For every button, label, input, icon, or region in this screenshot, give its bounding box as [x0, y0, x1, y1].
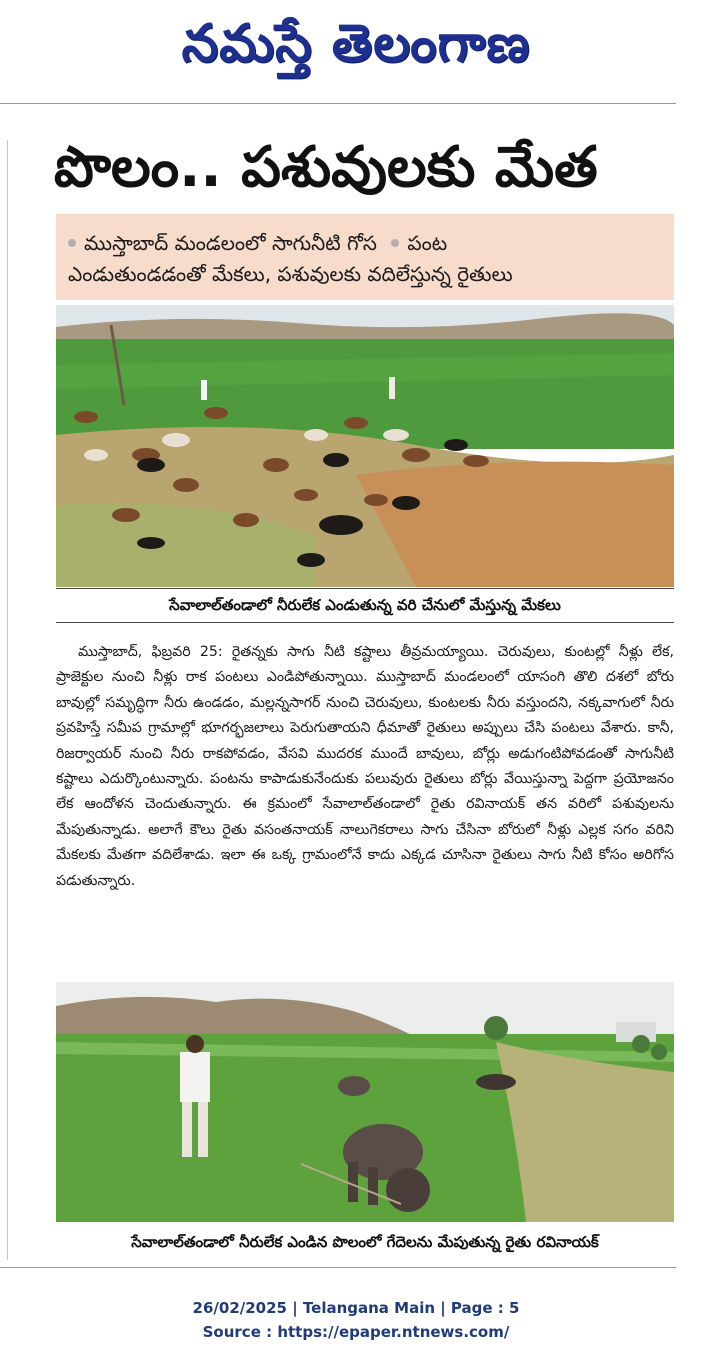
footer-divider	[0, 1267, 676, 1268]
caption-divider	[56, 622, 674, 623]
article-subhead	[56, 214, 674, 300]
photo2-caption: సేవాలాల్‌తండాలో నీరులేక ఎండిన పొలంలో గేదెలను మేపుతున్న రైతు రవినాయక్	[131, 1233, 599, 1251]
article-body	[56, 640, 674, 894]
page-margin-rule	[7, 140, 8, 1260]
caption-divider	[56, 588, 674, 589]
newspaper-logo: నమస్తే తెలంగాణ	[181, 13, 531, 74]
goats-grazing-photo	[56, 305, 674, 587]
article-headline: పొలం.. పశువులకు మేత	[54, 135, 598, 200]
masthead-divider	[0, 103, 676, 104]
article-body-paragraph: ముస్తాబాద్, ఫిబ్రవరి 25: రైతన్నకు సాగు నీటి కష్టాలు తీవ్రమయ్యాయి. చెరువులు, కుంటల్లో నీళ్లు లేక, ప్రాజెక్టుల నుంచి నీళ్లు రాక పంటలు ఎండిపోతున్నాయి. ముస్తాబాద్ మండలంలో యాసంగి తొలి దశలో బోరు బావుల్లో సమృద్ధిగా నీరు ఉండడం, మల్లన్నసాగర్ నుంచి చెరువులు, కుంటలకు నీరు వస్తుందని, నక్కవాగులో నీరు ప్రవహిస్తే సమీప గ్రామాల్లో భూగర్భజలాలు పెరుగుతాయని ధీమాతో రైతులు అప్పులు చేసి పంటలు వేశారు. కానీ, రిజర్వాయర్ నుంచి నీరు రాకపోవడం, వేసవి ముదరక ముందే బావులు, బోర్లు అడుగంటిపోవడంతో సాగునీటి కష్టాలు ఎదుర్కొంటున్నారు. పంటను కాపాడుకునేందుకు పలువురు రైతులు బోర్లు వేయిస్తున్నా పెద్దగా ప్రయోజనం లేక ఆందోళన చెందుతున్నారు. ఈ క్రమంలో సేవాలాల్‌తండాలో రైతు రవినాయక్ తన వరిలో పశువులను మేపుతున్నాడు. అలాగే కౌలు రైతు వసంతనాయక్ నాలుగెకరాలు సాగు చేసినా బోరులో నీళ్లు ఎల్లక సగం వరిని మేకలకు మేతగా వదిలేశాడు. ఇలా ఈ ఒక్క గ్రామంలోనే కాదు ఎక్కడ చూసినా రైతులు సాగు నీటి కోసం అరిగోస పడుతున్నారు.	[56, 644, 674, 889]
page-footer	[0, 1296, 712, 1344]
bullet-icon	[391, 239, 399, 247]
source-link[interactable]: Source : https://epaper.ntnews.com/	[202, 1323, 510, 1341]
edition-info: 26/02/2025 | Telangana Main | Page : 5	[192, 1299, 520, 1317]
buffalo-grazing-photo	[56, 982, 674, 1222]
subhead-point-2b: ఎండుతుండడంతో మేకలు, పశువులకు వదిలేస్తున్న రైతులు	[68, 262, 513, 286]
bullet-icon	[68, 239, 76, 247]
subhead-point-1: ముస్తాబాద్ మండలంలో సాగునీటి గోస	[84, 231, 377, 255]
masthead	[0, 0, 712, 100]
photo1-caption: సేవాలాల్‌తండాలో నీరులేక ఎండుతున్న వరి చేనులో మేస్తున్న మేకలు	[169, 596, 561, 614]
subhead-point-2a: పంట	[407, 231, 448, 255]
